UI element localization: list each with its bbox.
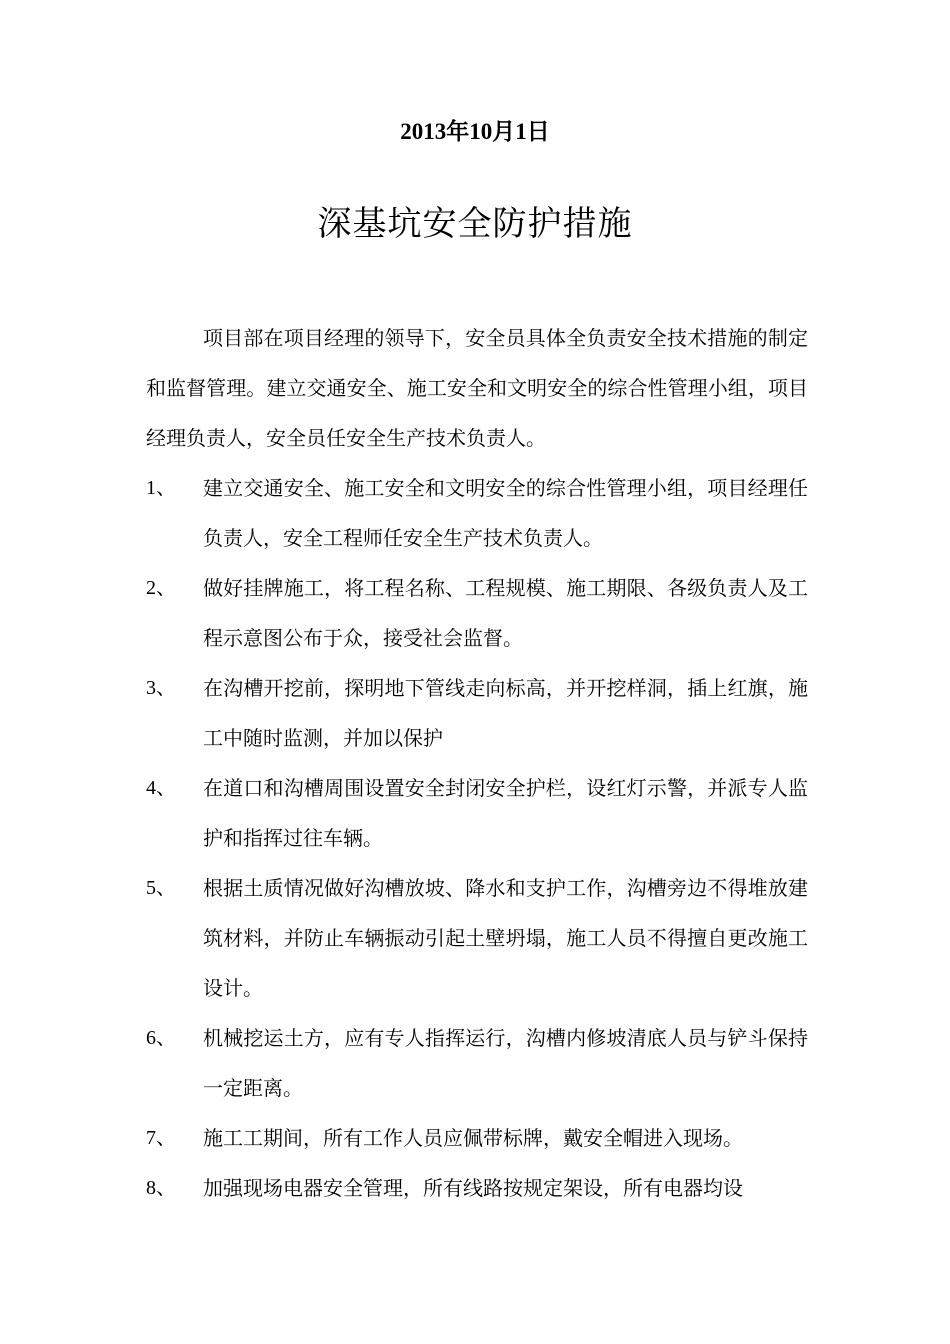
list-item-text: 在沟槽开挖前，探明地下管线走向标高，并开挖样洞，插上红旗，施工中随时监测，并加以保护	[203, 676, 808, 750]
list-item	[146, 863, 808, 1013]
intro-paragraph: 项目部在项目经理的领导下，安全员具体全负责安全技术措施的制定和监督管理。建立交通安全、施工安全和文明安全的综合性管理小组，项目经理负责人，安全员任安全生产技术负责人。	[146, 326, 808, 450]
document-body	[146, 313, 808, 1213]
list-item-number: 4、	[146, 777, 176, 799]
list-item-text: 加强现场电器安全管理，所有线路按规定架设，所有电器均设	[203, 1176, 743, 1200]
list-item-text: 在道口和沟槽周围设置安全封闭安全护栏，设红灯示警，并派专人监护和指挥过往车辆。	[203, 776, 808, 850]
list-item-text: 施工工期间，所有工作人员应佩带标牌，戴安全帽进入现场。	[203, 1126, 743, 1150]
list-item	[146, 463, 808, 563]
list-item	[146, 563, 808, 663]
list-item-text: 建立交通安全、施工安全和文明安全的综合性管理小组，项目经理任负责人，安全工程师任安全生产技术负责人。	[203, 476, 808, 550]
list-item	[146, 763, 808, 863]
list-item	[146, 663, 808, 763]
list-item-number: 1、	[146, 477, 176, 499]
list-item-number: 7、	[146, 1127, 176, 1149]
list-item-text: 根据土质情况做好沟槽放坡、降水和支护工作，沟槽旁边不得堆放建筑材料，并防止车辆振动引起土壁坍塌，施工人员不得擅自更改施工设计。	[203, 876, 808, 1000]
list-item	[146, 1013, 808, 1113]
list-item-text: 机械挖运土方，应有专人指挥运行，沟槽内修坡清底人员与铲斗保持一定距离。	[203, 1026, 808, 1100]
document-date: 2013年10月1日	[400, 119, 550, 144]
list-item-number: 3、	[146, 677, 176, 699]
list-item-number: 2、	[146, 577, 176, 599]
document-title: 深基坑安全防护措施	[317, 204, 633, 244]
list-item	[146, 1113, 808, 1163]
list-item	[146, 1163, 808, 1213]
list-item-number: 8、	[146, 1177, 176, 1199]
list-item-number: 5、	[146, 877, 176, 899]
list-item-text: 做好挂牌施工，将工程名称、工程规模、施工期限、各级负责人及工程示意图公布于众，接受社会监督。	[203, 576, 808, 650]
list-item-number: 6、	[146, 1027, 176, 1049]
